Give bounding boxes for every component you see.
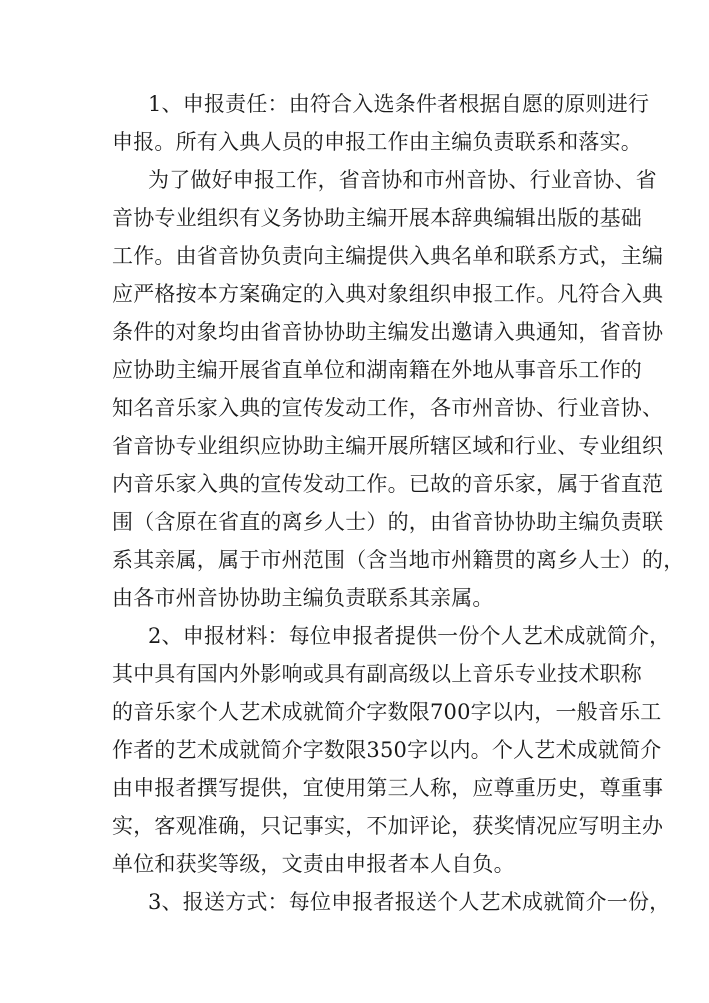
text-line: 应协助主编开展省直单位和湖南籍在外地从事音乐工作的 (112, 358, 642, 382)
text-line: 实，客观准确，只记事实，不加评论，获奖情况应写明主办 (112, 814, 664, 838)
text-line: 其中具有国内外影响或具有副高级以上音乐专业技术职称 (112, 662, 642, 686)
text-line: 围（含原在省直的离乡人士）的，由省音协协助主编负责联 (112, 510, 664, 534)
text-line: 由各市州音协协助主编负责联系其亲属。 (112, 586, 494, 610)
text-line: 由申报者撰写提供，宜使用第三人称，应尊重历史，尊重事 (112, 776, 664, 800)
text-line: 内音乐家入典的宣传发动工作。已故的音乐家，属于省直范 (112, 472, 664, 496)
text-line: 音协专业组织有义务协助主编开展本辞典编辑出版的基础 (112, 206, 642, 230)
text-line: 知名音乐家入典的宣传发动工作，各市州音协、行业音协、 (112, 396, 664, 420)
text-line: 系其亲属，属于市州范围（含当地市州籍贯的离乡人士）的， (112, 548, 685, 572)
text-line: 单位和获奖等级，文责由申报者本人自负。 (112, 852, 515, 876)
section-3-heading-line: 3、报送方式：每位申报者报送个人艺术成就简介一份， (148, 890, 671, 914)
text-line: 应严格按本方案确定的入典对象组织申报工作。凡符合入典 (112, 282, 664, 306)
text-line: 为了做好申报工作，省音协和市州音协、行业音协、省 (148, 168, 657, 192)
text-line: 的音乐家个人艺术成就简介字数限700字以内，一般音乐工 (112, 700, 662, 724)
section-1-heading-line: 1、申报责任：由符合入选条件者根据自愿的原则进行 (148, 92, 650, 116)
text-line: 申报。所有入典人员的申报工作由主编负责联系和落实。 (112, 130, 642, 154)
text-line: 工作。由省音协负责向主编提供入典名单和联系方式，主编 (112, 244, 664, 268)
text-line: 条件的对象均由省音协协助主编发出邀请入典通知，省音协 (112, 320, 664, 344)
text-line: 作者的艺术成就简介字数限350字以内。个人艺术成就简介 (112, 738, 662, 762)
text-line: 省音协专业组织应协助主编开展所辖区域和行业、专业组织 (112, 434, 664, 458)
section-2-heading-line: 2、申报材料：每位申报者提供一份个人艺术成就简介， (148, 624, 671, 648)
